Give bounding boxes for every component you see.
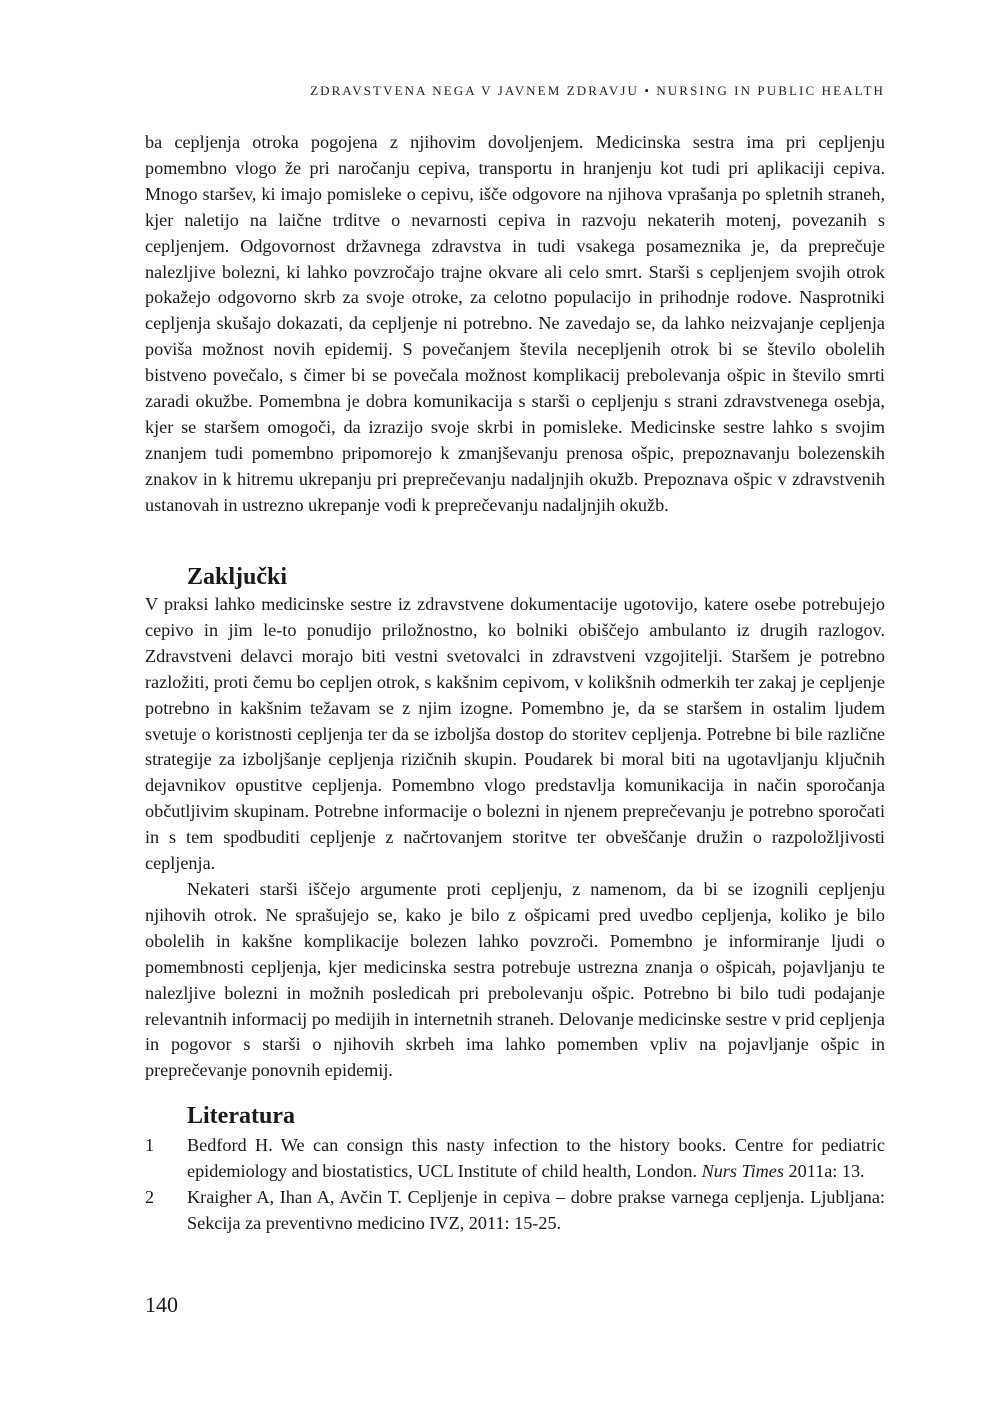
page-number: 140: [145, 1292, 178, 1317]
reference-item: [145, 1184, 885, 1236]
reference-number: 1: [145, 1135, 155, 1155]
reference-journal: Nurs Times: [701, 1161, 784, 1181]
section-heading-references: Literatura: [187, 1103, 295, 1129]
conclusions-section: [145, 592, 885, 1084]
section-heading-conclusions: Zaključki: [187, 564, 288, 590]
intro-section: [145, 130, 885, 519]
body-paragraph: ba cepljenja otroka pogojena z njihovim dovoljenjem. Medicinska sestra ima pri cepljenju pomembno vlogo že pri naročanju cepiva, transportu in hranjenju kot tudi pri aplikaciji cepiva. Mnogo staršev, ki imajo pomisleke o cepivu, išče odgovore na njihova vprašanja po spletnih straneh, kjer naletijo na laične trditve o nevarnosti cepiva in razvoju nekaterih motenj, povezanih s cepljenjem. Odgovornost državnega zdravstva in tudi vsakega posameznika je, da preprečuje nalezljive bolezni, ki lahko povzročajo trajne okvare ali celo smrt. Starši s cepljenjem svojih otrok pokažejo odgovorno skrb za svoje otroke, za celotno populacijo in prihodnje rodove. Nasprotniki cepljenja skušajo dokazati, da cepljenje ni potrebno. Ne zavedajo se, da lahko neizvajanje cepljenja poviša možnost novih epidemij. S povečanjem števila necepljenih otrok bi se število obolelih bistveno povečalo, s čimer bi se povečala možnost komplikacij prebolevanja ošpic in število smrti zaradi okužbe. Pomembna je dobra komunikacija s starši o cepljenju s strani zdravstvenega osebja, kjer se staršem omogoči, da izrazijo svoje skrbi in pomisleke. Medicinske sestre lahko s svojim znanjem tudi pomembno pripomorejo k zmanjševanju prenosa ošpic, prepoznavanju bolezenskih znakov in k hitremu ukrepanju pri preprečevanju nadaljnjih okužb. Prepoznava ošpic v zdravstvenih ustanovah in ustrezno ukrepanje vodi k preprečevanju nadaljnjih okužb.: [145, 132, 885, 515]
reference-citation: 2011a: 13.: [788, 1161, 865, 1181]
reference-text: [187, 1132, 885, 1184]
reference-body: Bedford H. We can consign this nasty infection to the history books. Centre for pediatric epidemiology and biostatistics, UCL Institute of child health, London.: [187, 1135, 885, 1181]
running-header: ZDRAVSTVENA NEGA V JAVNEM ZDRAVJU • NURSING IN PUBLIC HEALTH: [310, 83, 885, 98]
body-paragraph: Nekateri starši iščejo argumente proti cepljenju, z namenom, da bi se izognili cepljenju njihovih otrok. Ne sprašujejo se, kako je bilo z ošpicami pred uvedbo cepljenja, koliko je bilo obolelih in kakšne komplikacije bolezen lahko povzroči. Pomembno je informiranje ljudi o pomembnosti cepljenja, kjer medicinska sestra potrebuje ustrezna znanja o ošpicah, pojavljanju te nalezljive bolezni in možnih posledicah pri prebolevanju ošpic. Potrebno bi bilo tudi podajanje relevantnih informacij po medijih in internetnih straneh. Delovanje medicinske sestre v prid cepljenja in pogovor s starši o njihovih skrbeh ima lahko pomemben vpliv na pojavljanje ošpic in preprečevanje ponovnih epidemij.: [145, 878, 885, 1081]
reference-list: [145, 1132, 885, 1236]
reference-number: 2: [145, 1187, 155, 1207]
body-paragraph: V praksi lahko medicinske sestre iz zdravstvene dokumentacije ugotovijo, katere osebe potrebujejo cepivo in jim le-to ponudijo priložnostno, ko bolniki obiščejo ambulanto iz drugih razlogov. Zdravstveni delavci morajo biti vestni svetovalci in zdravstveni vzgojitelji. Staršem je potrebno razložiti, proti čemu bo cepljen otrok, s kakšnim cepivom, v kolikšnih odmerkih ter zakaj je cepljenje potrebno in kakšnim težavam se z njim izogne. Pomembno je, da se staršem in ostalim ljudem svetuje o koristnosti cepljenja ter da se izboljša dostop do storitev cepljenja. Potrebne bi bile različne strategije za izboljšanje cepljenja rizičnih skupin. Poudarek bi moral biti na ugotavljanju ključnih dejavnikov opustitve cepljenja. Pomembno vlogo predstavlja komunikacija in način sporočanja občutljivim skupinam. Potrebne informacije o bolezni in njenem preprečevanju je potrebno sporočati in s tem spodbuditi cepljenje z načrtovanjem storitve ter obveščanje družin o razpoložljivosti cepljenja.: [145, 594, 885, 874]
reference-item: [145, 1132, 885, 1184]
reference-text: Kraigher A, Ihan A, Avčin T. Cepljenje in cepiva – dobre prakse varnega cepljenja. Ljubljana: Sekcija za preventivno medicino IVZ, 2011: 15-25.: [187, 1187, 885, 1233]
